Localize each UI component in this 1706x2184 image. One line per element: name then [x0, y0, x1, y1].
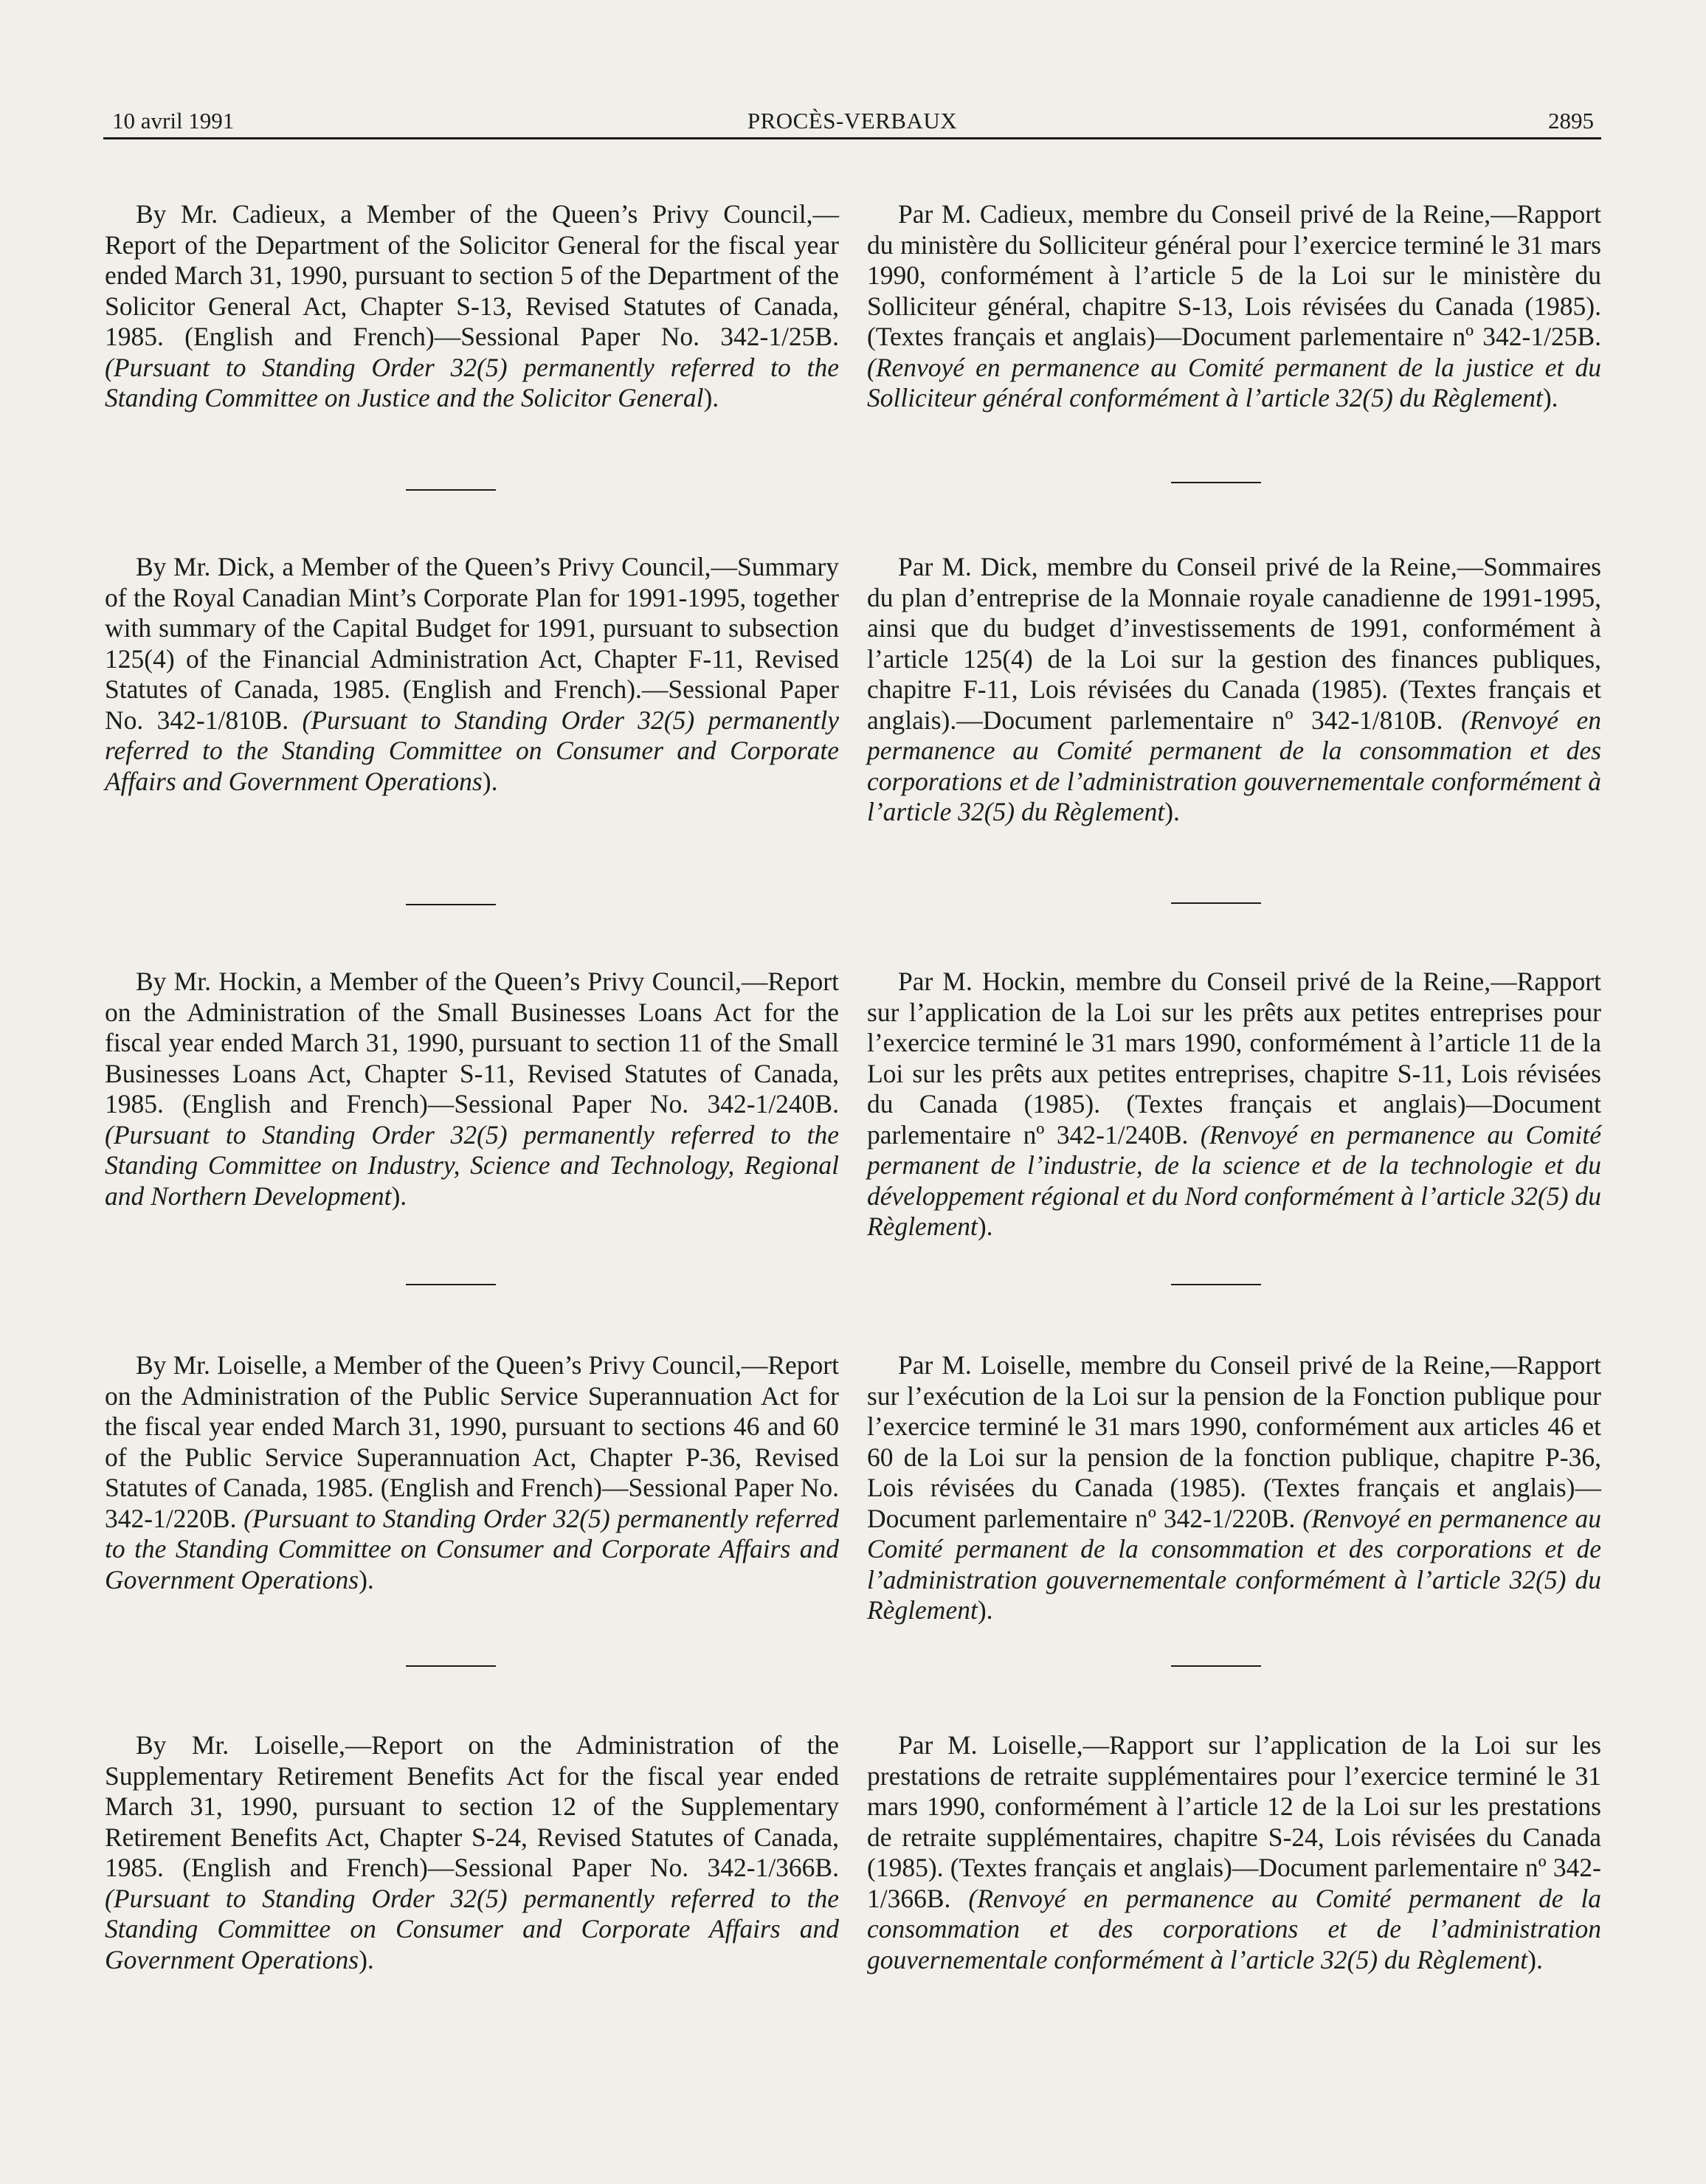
entry-tail: ). [359, 1944, 374, 1974]
entry-referral: (Pursuant to Standing Order 32(5) permanently referred to the Standing Committee on Consumer and Corporate Affairs and Government Operations [105, 1883, 839, 1974]
entry-referral: (Pursuant to Standing Order 32(5) permanently referred to the Standing Committee on Industry, Science and Technology, Regional and Northern Development [105, 1119, 839, 1211]
english-entry-cadieux [105, 199, 839, 414]
entry-tail: ). [482, 766, 498, 796]
entry-text: By Mr. Loiselle,—Report on the Administration of the Supplementary Retirement Benefits Act for the fiscal year ended March 31, 1990, pursuant to section 12 of the Supplementary Retirement Benefits Act, Chapter S-24, Revised Statutes of Canada, 1985. (English and French)—Sessional Paper No. 342-1/366B. [105, 1730, 839, 1882]
entry-referral: (Renvoyé en permanence au Comité permanent de la consommation et des corporations et de l’administration gouvernementale conformément à l’article 32(5) du Règlement [867, 1883, 1602, 1974]
entry-separator [1171, 902, 1261, 904]
header-title: PROCÈS-VERBAUX [747, 108, 958, 134]
entry-text: By Mr. Hockin, a Member of the Queen’s Privy Council,—Report on the Administration of the Small Businesses Loans Act for the fiscal year ended March 31, 1990, pursuant to section 11 of the Small Businesses Loans Act, Chapter S-11, Revised Statutes of Canada, 1985. (English and French)—Sessional Paper No. 342-1/240B. [105, 967, 839, 1119]
entry-tail: ). [1164, 797, 1180, 826]
entry-referral: (Pursuant to Standing Order 32(5) permanently referred to the Standing Committee on Justice and the Solicitor General [105, 352, 839, 412]
entry-text: By Mr. Dick, a Member of the Queen’s Privy Council,—Summary of the Royal Canadian Mint’s Corporate Plan for 1991-1995, together with summary of the Capital Budget for 1991, pursuant to subsection 125(4) of the Financial Administration Act, Chapter F-11, Revised Statutes of Canada, 1985. (English and French).—Sessional Paper No. 342-1/810B. [105, 552, 839, 735]
french-entry-dick [867, 552, 1601, 828]
french-entry-cadieux [867, 199, 1601, 414]
entry-tail: ). [359, 1564, 374, 1594]
english-entry-loiselle-pssa [105, 1350, 839, 1595]
page-number: 2895 [1548, 108, 1594, 134]
entry-referral: (Pursuant to Standing Order 32(5) permanently referred to the Standing Committee on Consumer and Corporate Affairs and Government Operations [105, 705, 840, 796]
entry-text: Par M. Loiselle,—Rapport sur l’application de la Loi sur les prestations de retraite supplémentaires pour l’exercice terminé le 31 mars 1990, conformément à l’article 12 de la Loi sur les prestations de retraite supplémentaires, chapitre S-24, Lois révisées du Canada (1985). (Textes français et anglais)—Document parlementaire nº 342-1/366B. [867, 1730, 1601, 1913]
entry-separator [406, 1665, 496, 1667]
entry-referral: (Renvoyé en permanence au Comité permanent de la consommation et des corporations et de l’administration gouvernementale conformément à l’article 32(5) du Règlement [867, 705, 1601, 826]
english-entry-hockin [105, 967, 839, 1212]
entry-text: Par M. Dick, membre du Conseil privé de la Reine,—Sommaires du plan d’entreprise de la Monnaie royale canadienne de 1991-1995, ainsi que du budget d’investissements de 1991, conformément à l’article 125(4) de la Loi sur la gestion des finances publiques, chapitre F-11, Lois révisées du Canada (1985). (Textes français et anglais).—Document parlementaire nº 342-1/810B. [867, 552, 1601, 735]
entry-text: By Mr. Loiselle, a Member of the Queen’s Privy Council,—Report on the Administration of the Public Service Superannuation Act for the fiscal year ended March 31, 1990, pursuant to sections 46 and 60 of the Public Service Superannuation Act, Chapter P-36, Revised Statutes of Canada, 1985. (English and French)—Sessional Paper No. 342-1/220B. [105, 1350, 839, 1533]
entry-separator [1171, 482, 1261, 483]
entry-tail: ). [977, 1595, 993, 1625]
english-entry-loiselle-srba [105, 1730, 839, 1975]
entry-tail: ). [977, 1212, 993, 1241]
entry-tail: ). [1527, 1944, 1543, 1974]
entry-text: By Mr. Cadieux, a Member of the Queen’s Privy Council,—Report of the Department of the Solicitor General for the fiscal year ended March 31, 1990, pursuant to section 5 of the Department of the Solicitor General Act, Chapter S-13, Revised Statutes of Canada, 1985. (English and French)—Sessional Paper No. 342-1/25B. [105, 199, 839, 351]
entry-referral: (Pursuant to Standing Order 32(5) permanently referred to the Standing Committee on Consumer and Corporate Affairs and Government Operations [105, 1503, 839, 1594]
entry-tail: ). [1542, 383, 1558, 412]
entry-separator [1171, 1284, 1261, 1285]
french-entry-loiselle-pssa [867, 1350, 1601, 1626]
entry-referral: (Renvoyé en permanence au Comité permanent de la consommation et des corporations et de l’administration gouvernementale conformément à l’article 32(5) du Règlement [867, 1503, 1601, 1625]
french-entry-loiselle-srba [867, 1730, 1601, 1975]
entry-separator [406, 904, 496, 905]
entry-text: Par M. Loiselle, membre du Conseil privé de la Reine,—Rapport sur l’exécution de la Loi sur la pension de la Fonction publique pour l’exercice terminé le 31 mars 1990, conformément aux articles 46 et 60 de la Loi sur la pension de la fonction publique, chapitre P-36, Lois révisées du Canada (1985). (Textes français et anglais)—Document parlementaire nº 342-1/220B. [867, 1350, 1601, 1533]
entry-text: Par M. Hockin, membre du Conseil privé de la Reine,—Rapport sur l’application de la Loi sur les prêts aux petites entreprises pour l’exercice terminé le 31 mars 1990, conformément à l’article 11 de la Loi sur les prêts aux petites entreprises, chapitre S-11, Lois révisées du Canada (1985). (Textes français et anglais)—Document parlementaire nº 342-1/240B. [867, 967, 1601, 1150]
entry-text: Par M. Cadieux, membre du Conseil privé de la Reine,—Rapport du ministère du Solliciteur général pour l’exercice terminé le 31 mars 1990, conformément à l’article 5 de la Loi sur le ministère du Solliciteur général, chapitre S-13, Lois révisées du Canada (1985). (Textes français et anglais)—Document parlementaire nº 342-1/25B. [867, 199, 1601, 351]
entry-referral: (Renvoyé en permanence au Comité permanent de la justice et du Solliciteur général conformément à l’article 32(5) du Règlement [867, 352, 1601, 412]
entry-separator [1171, 1665, 1261, 1667]
running-header [103, 103, 1601, 139]
entry-tail: ). [703, 383, 719, 412]
header-date: 10 avril 1991 [112, 108, 235, 134]
french-entry-hockin [867, 967, 1601, 1243]
entry-separator [406, 489, 496, 491]
english-entry-dick [105, 552, 839, 797]
entry-tail: ). [391, 1181, 407, 1211]
entry-separator [406, 1284, 496, 1285]
entry-referral: (Renvoyé en permanence au Comité permanent de l’industrie, de la science et de la technologie et du développement régional et du Nord conformément à l’article 32(5) du Règlement [867, 1119, 1601, 1241]
